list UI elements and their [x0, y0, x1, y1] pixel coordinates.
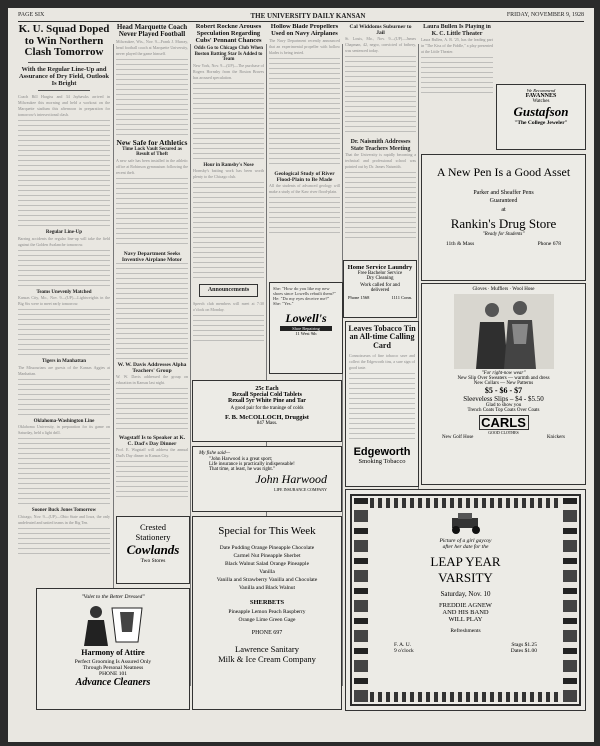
lowells-logo: Lowell's: [285, 311, 327, 325]
headline-naismith: Dr. Naismith Addresses State Teachers Meeting: [350, 139, 411, 152]
subhead-odds: Odds Go to Chicago Club When Boston Batting Star Is Added to Team: [194, 46, 263, 63]
article-text: Coach Bill Hargiss and 34 Jayhawks arrived in Milwaukee this morning and held a workout on the Marquette stadium this afternoon in preparation for tomorrow's intersectional clash. Regular Line-Up Barring accidents the regular line-up will take the field against the Golden Avalanche tomorrow. Teams Unevenly Matched Kansas City, Mo., Nov. 9—(UP)—Lightweights in the Big Six were to meet early tomorrow. Tigers in Manhattan The Missourians are guests of the Kansas Aggies at Manhattan. Oklahoma-Washington Line Oklahoma University, in preparation for its game on Saturday, held a light drill. Sooner Buck Jones Tomorrow Chicago, Nov. 9—(UP)—Ohio State and Iowa, the only undefeated and untied teams in the Big Ten.: [18, 94, 110, 558]
cowlands-logo: Cowlands: [126, 542, 180, 557]
insurance-ad: My fishe said— "John Harwood is a great sport; Life insurance is practically indispensable! That time, at least, he was right." John Harwood LIFE INSURANCE COMPANY: [192, 446, 342, 512]
headline-laura-bullen: Laura Bullen Is Playing in K. C. Little Theater: [423, 24, 491, 37]
headline-navy-motor: Navy Department Seeks Inventive Airplane Motor: [121, 250, 183, 263]
subhead-lineup: With the Regular Line-Up and Assurance of Dry Field, Outlook Is Bright: [18, 65, 110, 87]
column-2: Head Marquette Coach Never Played Football Milwaukee, Wis., Nov. 9—Frank J. Murray, head football coach at Marquette University, never played the game himself. New Safe for Athletics Time Lock Vault Secured as Result of Theft A new safe has been installed in the athletic office at Robinson gymnasium following the recent theft. Navy Department Seeks Inventive Airplane Motor W. W. Davis Addresses Alpha Teachers' Group W. W. Davis addressed the group on education in Kansas last night. Wagstaff Is to Speaker at K. C. Dad's Day Dinner Prof. E. Wagstaff will address the annual Dad's Day dinner in Kansas City.: [116, 24, 188, 524]
subhead-time-lock: Time Lock Vault Secured as Result of Theft: [122, 146, 182, 158]
column-5: Cal Widdoms Suburner to Jail St. Louis, Mo., Nov. 9—(UP)—James Chapman, 42, negro, convicted of bribery, was sentenced today. Dr. Naismith Addresses State Teachers Meeting That the University is rapidly becoming a technical and professional school was pointed out by Dr. James Naismith.: [345, 24, 416, 249]
cleaners-ad: "Valet to the Better Dressed" Harmony of Attire Perfect Grooming Is Assured Only Through Personal Neatness PHONE 101 Advance Cleaners: [36, 588, 190, 710]
page-number: PAGE SIX: [18, 12, 45, 18]
headline-rockne: Robert Rockne Arouses Speculation Regarding Cubs' Pennant Chances: [195, 24, 262, 44]
left-ornament: [354, 498, 368, 702]
announcements-box: Announcements: [199, 284, 258, 297]
edgeworth-ad: Leaves Tobacco Tin an All-time Calling Card Connoisseurs of fine tobacco save and collect the Edgeworth tins, a sure sign of good taste. Edgeworth Smoking Tobacco: [345, 321, 419, 487]
carls-ad: Gloves · Mufflers · Wool Hose "For right-now wear" New Slip Over Sweaters — warmth and dress New Collars — New Patterns $5 - $6 - $7 Sleeveless Slips – $4 - $5.50 Glad to show you Trench Coats Top Coats Over Coats CARLS GOOD CLOTHES New Golf Hose Knickers: [421, 283, 586, 485]
gustafson-ad: We Recommend FAVANNES Watches Gustafson "The College Jeweler": [496, 84, 586, 150]
headline-ku-squad: K. U. Squad Doped to Win Northern Clash Tomorrow: [18, 24, 110, 59]
headline-marquette-coach: Head Marquette Coach Never Played Football: [116, 24, 188, 39]
top-ornament: [370, 498, 561, 508]
carls-logo: CARLS: [479, 415, 529, 430]
laundry-ad: Home Service Laundry Free Bachelor Service Dry Cleaning Work called for and delivered Phone 1568 1111 Conn.: [343, 260, 417, 318]
article-text: A new safe has been installed in the athletic office at Robinson gymnasium following the recent theft.: [116, 158, 188, 248]
headline-widdoms: Cal Widdoms Suburner to Jail: [349, 24, 412, 37]
lowells-ad: She: "How do you like my new shoes since Lowells rebuilt them?" He: "Do my eyes deceive me?" She: "Yes." Lowell's Shoe Repairing 11 West 9th: [269, 282, 343, 374]
header-rule: [18, 21, 584, 22]
column-3: Robert Rockne Arouses Speculation Regarding Cubs' Pennant Chances Odds Go to Chicago Club When Boston Batting Star Is Added to Team New York, Nov. 9—(UP)—The purchase of Rogers Hornsby from the Boston Braves has aroused speculation. Hour in Ramsby's Nose Hornsby's batting work has been worth plenty to the Chicago club. Announcements Speech club members will meet at 7:30 o'clock on Monday.: [193, 24, 264, 404]
column-1: [18, 24, 110, 584]
advance-cleaners-logo: Advance Cleaners: [75, 677, 151, 688]
headline-hollow-blade: Hollow Blade Propellers Used on Navy Airplanes: [270, 24, 339, 37]
column-6: Laura Bullen Is Playing in K. C. Little Theater Laura Bullen, A. B. '25, has the leading part in "The Kiss of the Fiddle," a play presented at the Little Theater.: [421, 24, 493, 94]
edgeworth-logo: Edgeworth: [353, 446, 411, 459]
headline-wagstaff: Wagstaff Is to Speaker at K. C. Dad's Day Dinner: [118, 434, 186, 447]
varsity-dance-ad: Picture of a girl gaycoy after her date for the LEAP YEAR VARSITY Saturday, Nov. 10 FREDDIE AGNEW AND HIS BAND WILL PLAY Refreshments F. A. U. 9 o'clock Stags $1.25 Dates $1.00: [345, 489, 586, 711]
rankins-ad: A New Pen Is a Good Asset Parker and Sheaffer Pens Guaranteed at Rankin's Drug Store "Ready for Students" 11th & Mass Phone 678: [421, 154, 586, 281]
issue-date: FRIDAY, NOVEMBER 9, 1928: [506, 12, 584, 18]
stationery-ad: Crested Stationery Cowlands Two Stores: [116, 516, 190, 584]
headline-davis: W. W. Davis Addresses Alpha Teachers' Group: [117, 361, 187, 374]
valet-illustration: [78, 602, 148, 646]
gustafson-logo: Gustafson: [513, 104, 569, 119]
harwood-signature: John Harwood: [255, 472, 327, 486]
headline-new-safe: New Safe for Athletics: [116, 137, 188, 147]
masthead-title: THE UNIVERSITY DAILY KANSAN: [250, 12, 366, 20]
men-illustration: [454, 294, 554, 369]
column-rule: [190, 44, 191, 686]
headline-geological: Geological Study of River Flood-Plain to Be Made: [274, 170, 335, 183]
druggist-ad: 25c Each Rexall Special Cold Tablets Rexall 5yr White Pine and Tar A good pair for the traninge of colds F. B. McCOLLOCH, Druggist 847 Mass.: [192, 380, 342, 442]
article-text: Milwaukee, Wis., Nov. 9—Frank J. Murray, head football coach at Marquette University, never played the game himself.: [116, 39, 188, 135]
bottom-ornament: [370, 692, 561, 702]
column-4: Hollow Blade Propellers Used on Navy Airplanes The Navy Department recently announced that an experimental propeller with hollow blades is being tested. Geological Study of River Flood-Plain to Be Made All the students of advanced geology will make a study of the Kaw river flood-plain.: [269, 24, 340, 244]
car-illustration: [444, 512, 488, 536]
newspaper-page: [8, 8, 594, 742]
ice-cream-ad: Special for This Week Date Pudding Orange Pineapple Chocolate Carmel Nut Pineapple Sherbet Black Walnut Salad Orange Pineapple Vanilla Vanilla and Strawberry Vanilla and Chocolate Vanilla and Black Walnut SHERBETS Pineapple Lemon Peach Raspberry Orange Lime Green Gage PHONE 697 Lawrence Sanitary Milk & Ice Cream Company: [192, 516, 342, 710]
right-ornament: [563, 498, 577, 702]
